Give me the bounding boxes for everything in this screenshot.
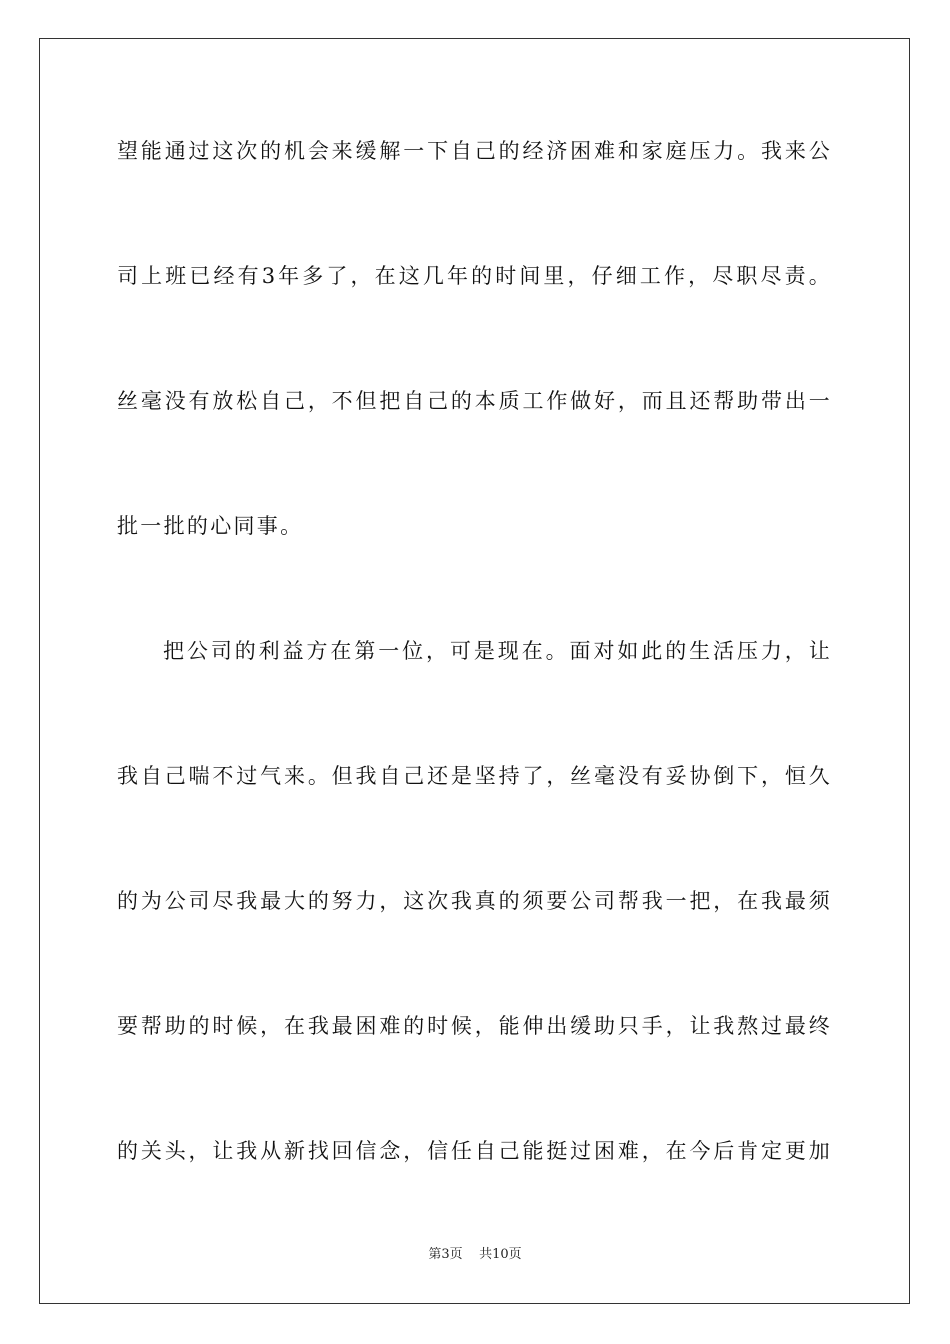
text-line-6: 我自己喘不过气来。但我自己还是坚持了，丝毫没有妥协倒下，恒久: [117, 764, 832, 788]
text-line-1: 望能通过这次的机会来缓解一下自己的经济困难和家庭压力。我来公: [117, 139, 832, 163]
text-line-4: 批一批的心同事。: [117, 514, 304, 538]
text-line-7: 的为公司尽我最大的努力，这次我真的须要公司帮我一把，在我最须: [117, 889, 832, 913]
text-line-2: 司上班已经有3年多了，在这几年的时间里，仔细工作，尽职尽责。: [117, 264, 832, 288]
text-line-5: 把公司的利益方在第一位，可是现在。面对如此的生活压力，让: [163, 639, 832, 663]
page-total: 共10页: [479, 1247, 522, 1262]
page-border: [39, 38, 910, 1304]
text-line-8: 要帮助的时候，在我最困难的时候，能伸出缓助只手，让我熬过最终: [117, 1014, 832, 1038]
page-footer: [0, 1246, 950, 1264]
text-line-9: 的关头，让我从新找回信念，信任自己能挺过困难，在今后肯定更加: [117, 1139, 832, 1163]
page-number: 第3页: [428, 1247, 463, 1262]
text-line-3: 丝毫没有放松自己，不但把自己的本质工作做好，而且还帮助带出一: [117, 389, 832, 413]
